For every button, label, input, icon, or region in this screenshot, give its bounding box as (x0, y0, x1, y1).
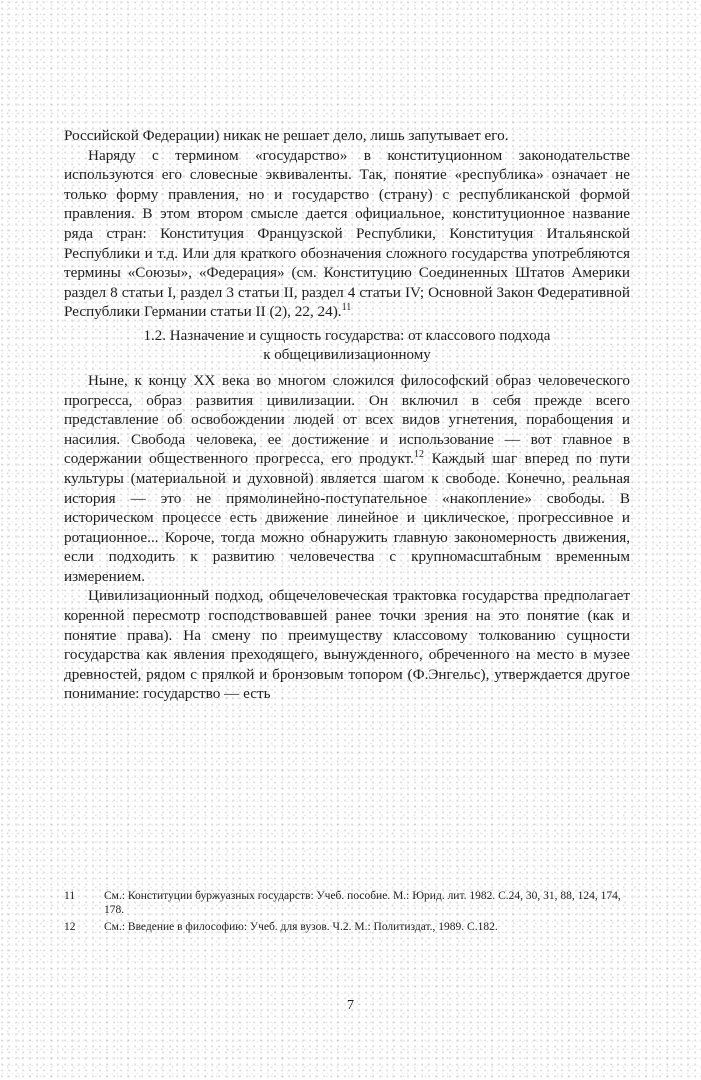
footnotes (64, 890, 630, 939)
footnote-ref-11[interactable]: 11 (341, 302, 352, 314)
footnote-text: См.: Введение в философию: Учеб. для вузов. Ч.2. М.: Политиздат., 1989. С.182. (104, 921, 498, 933)
paragraph-text: Ныне, к концу XX века во многом сложился философский образ человеческого прогресса, образ развития цивилизации. Он включил в себя прежде всего представление об освобождении людей от всех видов угнетения, порабощения и насилия. Свобода человека, ее достижение и использование — вот главное в содержании общественного прогресса, его продукт. (64, 371, 630, 468)
footnote-12 (64, 921, 630, 935)
footnote-11 (64, 890, 630, 917)
footnote-number: 12 (64, 921, 76, 933)
section-heading-line-1: 1.2. Назначение и сущность государства: от классового подхода (143, 327, 551, 344)
paragraph-civilization-approach: Цивилизационный подход, общечеловеческая трактовка государства предполагает коренной пересмотр господствовавшей ранее точки зрения на это понятие (как и понятие права). На смену по преимуществу классовому толкованию сущности государства как явления преходящего, вынужденного, обреченного на место в музее древностей, рядом с прялкой и бронзовым топором (Ф.Энгельс), утверждается другое понимание: государство — есть (64, 587, 630, 703)
paragraph-text: Каждый шаг вперед по пути культуры (материальной и духовной) является шагом к свободе. Конечно, реальная история — это не прямолинейно-поступательное «накопление» свободы. В историческом процессе есть движение линейное и циклическое, прогрессивное и ротационное... Короче, тогда можно обнаружить главную закономерность движения, если подходить к развитию человечества с крупномасштабным временным измерением. (64, 450, 630, 585)
paragraph-text: Наряду с термином «государство» в конституционном законодательстве используются его словесные эквиваленты. Так, понятие «республика» означает не только форму правления, но и государство (страну) с республиканской формой правления. В этом втором смысле дается официальное, конституционное название ряда стран: Конституция Французской Республики, Конституция Итальянской Республики и т.д. Или для краткого обозначения сложного государства употребляются термины «Союзы», «Федерация» (см. Конституцию Соединенных Штатов Америки раздел 8 статьи I, раздел 3 статьи II, раздел 4 статьи IV; Основной Закон Федеративной Республики Германии статьи II (2), 22, 24). (64, 146, 630, 321)
footnote-number: 11 (64, 890, 76, 902)
section-heading-line-2: к общецивилизационному (263, 346, 431, 363)
paragraph-state-terms (64, 146, 630, 322)
main-text (64, 126, 630, 704)
section-heading (64, 327, 630, 365)
page-number: 7 (347, 998, 354, 1013)
paragraph-continuation: Российской Федерации) никак не решает дело, лишь запутывает его. (64, 127, 509, 144)
paragraph-progress (64, 371, 630, 587)
footnote-ref-12[interactable]: 12 (413, 449, 424, 461)
footnote-text: См.: Конституции буржуазных государств: Учеб. пособие. М.: Юрид. лит. 1982. С.24, 30, 31, 88, 124, 174, 178. (104, 890, 621, 916)
